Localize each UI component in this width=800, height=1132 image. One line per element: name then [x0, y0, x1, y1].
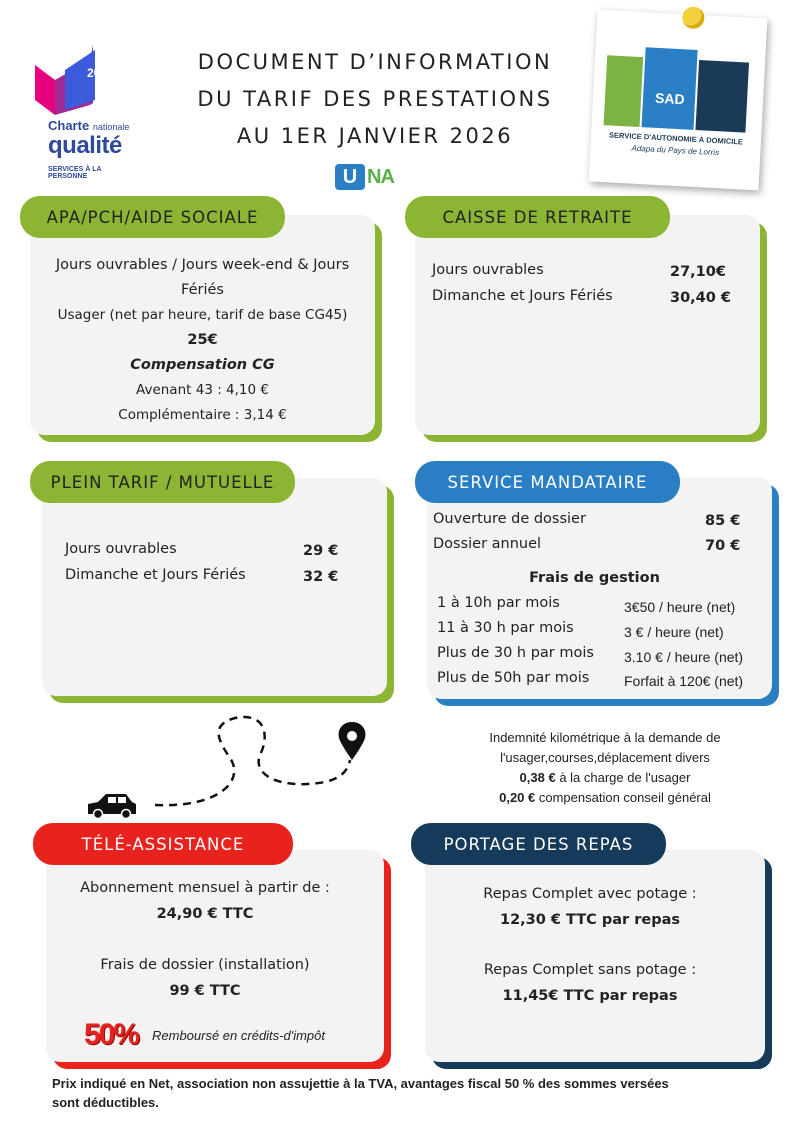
- km-line-3: 0,38 € à la charge de l'usager: [519, 770, 691, 785]
- plein-row-2-label: Dimanche et Jours Fériés: [65, 567, 246, 583]
- km-line-2: l'usager,courses,déplacement divers: [500, 750, 710, 765]
- sad-logo-blocks: [603, 45, 753, 142]
- apa-header: APA/PCH/AIDE SOCIALE: [20, 196, 285, 238]
- frais-row-2-price: 3 € / heure (net): [624, 624, 724, 640]
- caisse-box: [415, 215, 760, 435]
- plein-header: PLEIN TARIF / MUTUELLE: [30, 461, 295, 503]
- caisse-row-2-label: Dimanche et Jours Fériés: [432, 288, 613, 304]
- tele-line-2: Frais de dossier (installation): [100, 957, 310, 973]
- frais-row-4-label: Plus de 50h par mois: [437, 670, 590, 686]
- title-line-3: AU 1ER JANVIER 2026: [236, 124, 514, 148]
- sad-logo-line-1: SERVICE D'AUTONOMIE À DOMICILE: [608, 130, 744, 147]
- tele-header: TÉLÉ-ASSISTANCE: [33, 823, 293, 865]
- frais-row-2-label: 11 à 30 h par mois: [437, 620, 574, 636]
- mandataire-header: SERVICE MANDATAIRE: [415, 461, 680, 503]
- charte-qualite-logo: [30, 40, 140, 185]
- portage-box: [425, 850, 765, 1062]
- charte-line-2: qualité: [48, 132, 122, 159]
- portage-line-1: Repas Complet avec potage :: [483, 886, 697, 902]
- mandataire-row-2-price: 70 €: [705, 538, 741, 554]
- frais-row-4-price: Forfait à 120€ (net): [624, 673, 744, 689]
- mandataire-row-2-label: Dossier annuel: [433, 536, 542, 552]
- apa-complementaire: Complémentaire : 3,14 €: [118, 407, 287, 423]
- sad-logo-line-2: Adapa du Pays de Lorris: [631, 143, 720, 158]
- footer-note: [52, 1074, 772, 1112]
- plein-row-1-price: 29 €: [303, 543, 339, 559]
- caisse-row-2-price: 30,40 €: [670, 290, 732, 306]
- document-title: [150, 44, 600, 155]
- plein-box: [42, 478, 387, 696]
- charte-year: 2024: [87, 66, 114, 80]
- frais-row-1-price: 3€50 / heure (net): [624, 599, 736, 615]
- portage-line-2: Repas Complet sans potage :: [483, 962, 697, 978]
- frais-row-3-label: Plus de 30 h par mois: [437, 645, 594, 661]
- plein-row-2-price: 32 €: [303, 569, 339, 585]
- una-logo-u: U: [335, 164, 365, 190]
- charte-line-1: Charte nationale: [48, 118, 130, 133]
- caisse-row-1-label: Jours ouvrables: [432, 262, 544, 278]
- frais-row-3-price: 3.10 € / heure (net): [624, 649, 744, 665]
- tax-credit-badge: 50%: [84, 1018, 139, 1051]
- tele-price-1: 24,90 € TTC: [156, 906, 254, 922]
- portage-price-1: 12,30 € TTC par repas: [500, 912, 680, 928]
- km-line-4: 0,20 € compensation conseil général: [499, 790, 711, 805]
- footer-line-1: Prix indiqué en Net, association non assujettie à la TVA, avantages fiscal 50 % des sommes versées: [52, 1076, 669, 1091]
- sad-logo-badge: SAD: [654, 89, 686, 108]
- apa-line-3: Usager (net par heure, tarif de base CG45): [57, 307, 348, 323]
- thumbtack-icon: [682, 6, 705, 29]
- tele-line-1: Abonnement mensuel à partir de :: [80, 880, 330, 896]
- tax-credit-text: Remboursé en crédits-d'impôt: [152, 1028, 325, 1043]
- apa-line-1: Jours ouvrables / Jours week-end & Jours: [55, 257, 350, 273]
- plein-row-1-label: Jours ouvrables: [65, 541, 177, 557]
- footer-line-2: sont déductibles.: [52, 1095, 159, 1110]
- apa-line-2: Fériés: [181, 282, 224, 298]
- sad-logo: [589, 10, 768, 191]
- tele-price-2: 99 € TTC: [169, 983, 241, 999]
- frais-row-1-label: 1 à 10h par mois: [437, 595, 560, 611]
- charte-shape-icon: [35, 45, 135, 115]
- caisse-header: CAISSE DE RETRAITE: [405, 196, 670, 238]
- una-logo-na: NA: [367, 165, 394, 188]
- route-illustration: [80, 700, 380, 820]
- mandataire-frais-title: Frais de gestion: [529, 570, 660, 586]
- apa-compensation-title: Compensation CG: [130, 357, 275, 373]
- portage-price-2: 11,45€ TTC par repas: [502, 988, 678, 1004]
- mandataire-row-1-price: 85 €: [705, 513, 741, 529]
- apa-price: 25€: [187, 332, 218, 348]
- location-pin-icon: [339, 722, 366, 760]
- caisse-row-1-price: 27,10€: [670, 264, 726, 280]
- portage-header: PORTAGE DES REPAS: [411, 823, 666, 865]
- car-icon: [88, 794, 136, 819]
- km-info: [440, 728, 770, 808]
- title-line-1: DOCUMENT D’INFORMATION: [197, 50, 553, 74]
- title-line-2: DU TARIF DES PRESTATIONS: [197, 87, 553, 111]
- una-logo: [335, 164, 394, 190]
- apa-content: [30, 253, 375, 428]
- dashed-route: [155, 717, 350, 805]
- km-line-1: Indemnité kilométrique à la demande de: [489, 730, 721, 745]
- apa-avenant: Avenant 43 : 4,10 €: [136, 382, 269, 398]
- mandataire-row-1-label: Ouverture de dossier: [433, 511, 586, 527]
- charte-line-3: SERVICES À LA PERSONNE: [48, 166, 102, 180]
